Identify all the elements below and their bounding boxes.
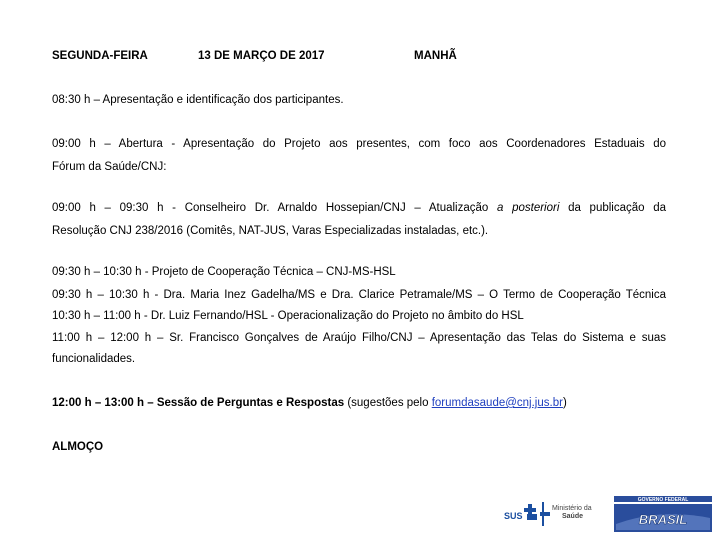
sus-logo <box>504 504 537 521</box>
perguntas-title: 12:00 h – 13:00 h – Sessão de Perguntas e Respostas <box>52 397 345 409</box>
conselheiro-text-a: 09:00 h – 09:30 h - Conselheiro Dr. Arnaldo Hossepian/CNJ – Atualização <box>52 202 497 214</box>
schedule-subitem-telas-line1: 11:00 h – 12:00 h – Sr. Francisco Gonçalves de Araújo Filho/CNJ – Apresentação das Telas do Sistema e suas <box>52 332 666 344</box>
schedule-item-abertura-line1: 09:00 h – Abertura - Apresentação do Projeto aos presentes, com foco aos Coordenadores Estaduais do <box>52 138 666 150</box>
schedule-item-opening-intro: 08:30 h – Apresentação e identificação dos participantes. <box>52 94 344 106</box>
schedule-subitem-hsl: 10:30 h – 11:00 h - Dr. Luiz Fernando/HSL - Operacionalização do Projeto no âmbito do HSL <box>52 310 524 322</box>
schedule-item-conselheiro-line2: Resolução CNJ 238/2016 (Comitês, NAT-JUS, Varas Especializadas instaladas, etc.). <box>52 225 489 237</box>
government-logos <box>500 494 715 534</box>
footer-logos <box>500 494 715 534</box>
schedule-item-perguntas <box>52 397 567 409</box>
lunch-label: ALMOÇO <box>52 441 104 453</box>
perguntas-note: (sugestões pelo <box>344 397 432 409</box>
schedule-item-abertura-line2: Fórum da Saúde/CNJ: <box>52 161 167 173</box>
schedule-item-projeto-title: 09:30 h – 10:30 h - Projeto de Cooperação Técnica – CNJ-MS-HSL <box>52 266 396 278</box>
ministerio-saude-logo <box>540 502 592 526</box>
sus-logo-text: SUS <box>504 511 523 521</box>
email-link[interactable]: forumdasaude@cnj.jus.br <box>431 397 563 409</box>
perguntas-close: ) <box>562 397 567 409</box>
conselheiro-text-b: da publicação da <box>559 202 667 214</box>
conselheiro-italic: a posteriori <box>497 202 560 214</box>
gov-text: GOVERNO FEDERAL <box>637 497 689 503</box>
day-label: SEGUNDA-FEIRA <box>52 50 148 62</box>
schedule-subitem-telas-line2: funcionalidades. <box>52 353 136 365</box>
date-label: 13 DE MARÇO DE 2017 <box>198 50 325 62</box>
ministerio-text-2: Saúde <box>562 513 584 520</box>
schedule-subitem-termo: 09:30 h – 10:30 h - Dra. Maria Inez Gadelha/MS e Dra. Clarice Petramale/MS – O Termo de Cooperação Técnica <box>52 289 666 301</box>
period-label: MANHÃ <box>414 50 457 62</box>
brasil-text: BRASIL <box>638 512 688 527</box>
schedule-item-conselheiro-line1 <box>52 202 666 214</box>
governo-federal-logo <box>614 496 712 532</box>
ministerio-text-1: Ministério da <box>552 505 592 512</box>
